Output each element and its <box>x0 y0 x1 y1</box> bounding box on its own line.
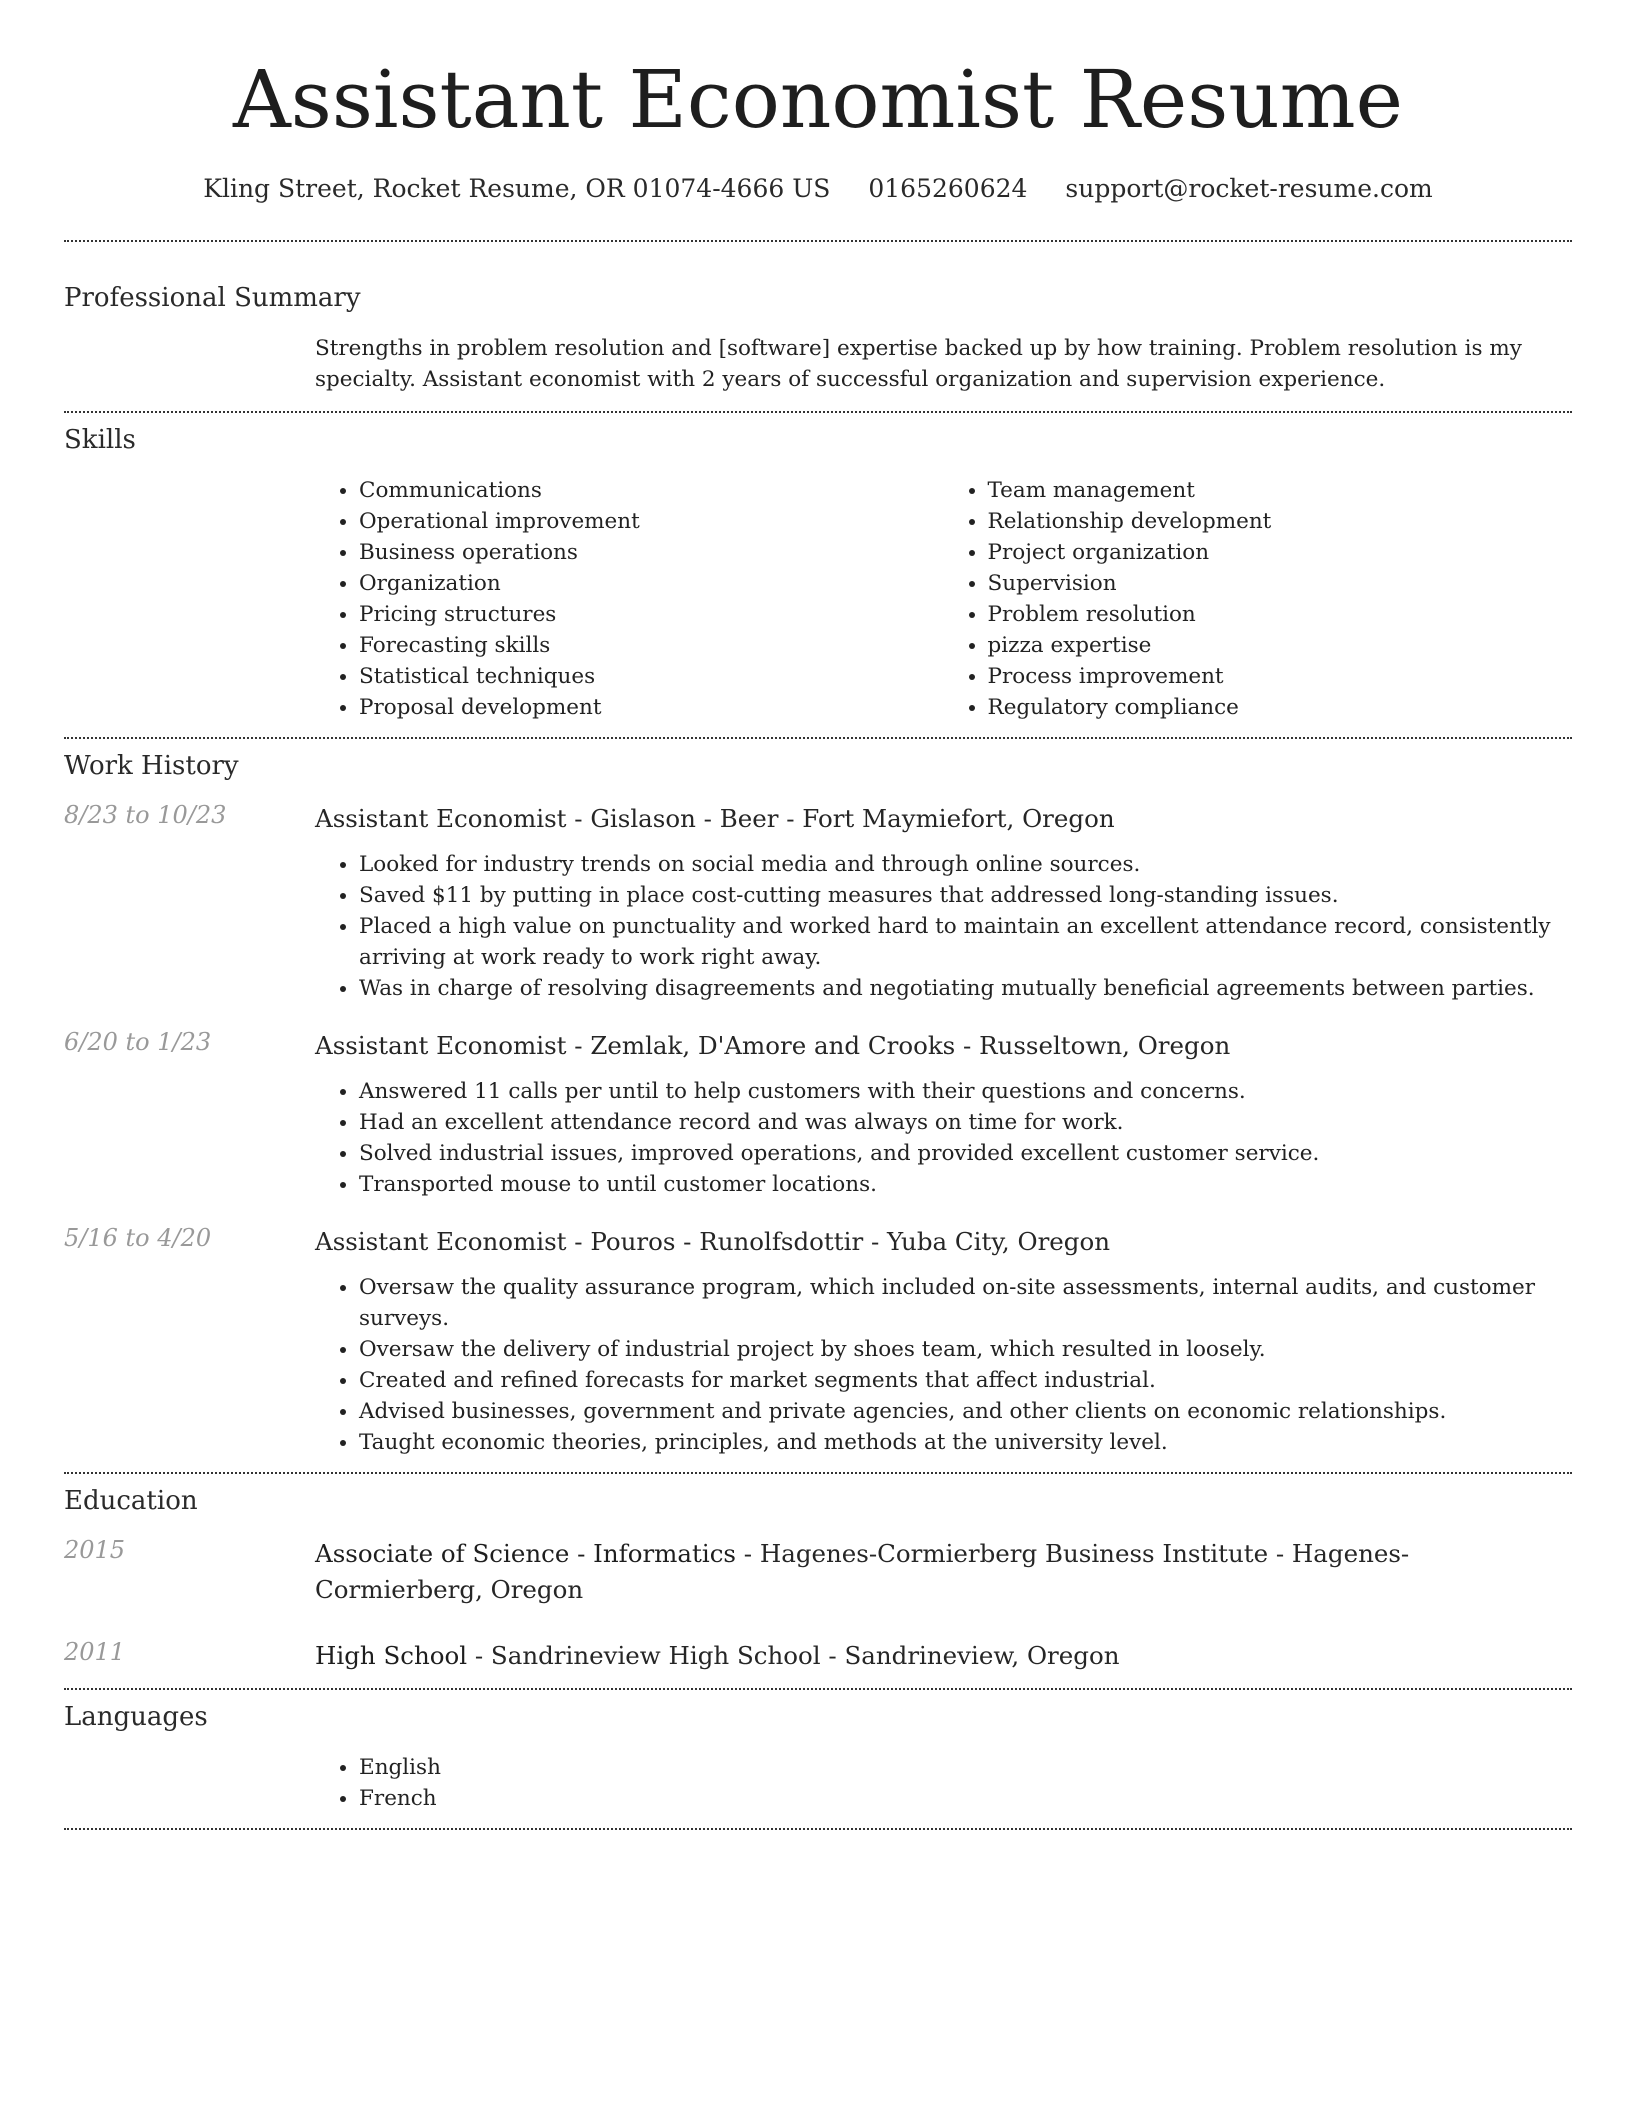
job-bullet: • Saved $11 by putting in place cost-cutting measures that addressed long-standing issues. <box>359 880 1572 911</box>
skill-item: • pizza expertise <box>988 630 1573 661</box>
languages-list <box>315 1752 1572 1814</box>
job-heading: Assistant Economist - Zemlak, D'Amore and Crooks - Russeltown, Oregon <box>315 1031 1231 1060</box>
summary-title: Professional Summary <box>64 283 361 313</box>
job-bullet: • Transported mouse to until customer locations. <box>359 1169 1572 1200</box>
work-title: Work History <box>64 751 239 781</box>
job-bullet: • Placed a high value on punctuality and worked hard to maintain an excellent attendance record, consistently arriving at work ready to work right away. <box>359 911 1572 973</box>
job-heading: Assistant Economist - Gislason - Beer - Fort Maymiefort, Oregon <box>315 804 1115 833</box>
contact-phone: 0165260624 <box>868 174 1028 203</box>
summary-section <box>64 242 1572 411</box>
education-school: - Sandrineview High School - Sandrineview, Oregon <box>467 1641 1120 1670</box>
education-heading <box>315 1638 1572 1674</box>
job-bullet: • Looked for industry trends on social media and through online sources. <box>359 849 1572 880</box>
education-date: 2011 <box>64 1638 126 1666</box>
job-date: 8/23 to 10/23 <box>64 801 227 829</box>
summary-text: Strengths in problem resolution and [software] expertise backed up by how training. Problem resolution is my specialty. Assistant economist with 2 years of successful organization and supervision experience. <box>315 336 1522 392</box>
contact-address: Kling Street, Rocket Resume, OR 01074-4666 US <box>203 174 831 203</box>
job-entry <box>64 1028 1572 1200</box>
languages-title: Languages <box>64 1702 208 1732</box>
divider <box>64 1828 1572 1830</box>
skill-item: • Pricing structures <box>359 599 944 630</box>
job-bullet: • Oversaw the delivery of industrial project by shoes team, which resulted in loosely. <box>359 1334 1572 1365</box>
job-bullets <box>315 1272 1572 1458</box>
skill-item: • Communications <box>359 475 944 506</box>
skill-item: • Supervision <box>988 568 1573 599</box>
education-degree: High School <box>315 1641 468 1670</box>
skill-item: • Regulatory compliance <box>988 692 1573 723</box>
job-date: 6/20 to 1/23 <box>64 1028 212 1056</box>
education-school: - Hagenes-Cormierberg Business Institute - Hagenes-Cormierberg, Oregon <box>315 1539 1410 1604</box>
skill-item: • Operational improvement <box>359 506 944 537</box>
skill-item: • Problem resolution <box>988 599 1573 630</box>
education-date: 2015 <box>64 1536 126 1564</box>
skill-item: • Organization <box>359 568 944 599</box>
skills-title: Skills <box>64 425 136 455</box>
job-bullet: • Had an excellent attendance record and was always on time for work. <box>359 1107 1572 1138</box>
skill-item: • Process improvement <box>988 661 1573 692</box>
job-date: 5/16 to 4/20 <box>64 1224 212 1252</box>
education-heading <box>315 1536 1572 1608</box>
resume-page <box>64 0 1572 1830</box>
page-title: Assistant Economist Resume <box>233 53 1403 146</box>
skills-list-right <box>944 475 1573 723</box>
skills-section <box>64 413 1572 737</box>
language-item: • English <box>359 1752 1572 1783</box>
job-bullet: • Taught economic theories, principles, and methods at the university level. <box>359 1427 1572 1458</box>
education-entry <box>64 1536 1572 1608</box>
job-bullet: • Created and refined forecasts for market segments that affect industrial. <box>359 1365 1572 1396</box>
education-title: Education <box>64 1486 198 1516</box>
skills-list-left <box>315 475 944 723</box>
contact-line <box>64 174 1572 203</box>
language-item: • French <box>359 1783 1572 1814</box>
job-bullet: • Advised businesses, government and private agencies, and other clients on economic relationships. <box>359 1396 1572 1427</box>
skill-item: • Business operations <box>359 537 944 568</box>
contact-email: support@rocket-resume.com <box>1065 174 1433 203</box>
job-bullet: • Was in charge of resolving disagreements and negotiating mutually beneficial agreements between parties. <box>359 973 1572 1004</box>
skill-item: • Project organization <box>988 537 1573 568</box>
job-entry <box>64 801 1572 1004</box>
skill-item: • Team management <box>988 475 1573 506</box>
job-heading: Assistant Economist - Pouros - Runolfsdottir - Yuba City, Oregon <box>315 1227 1111 1256</box>
education-section <box>64 1474 1572 1688</box>
job-entry <box>64 1224 1572 1458</box>
skill-item: • Relationship development <box>988 506 1573 537</box>
skill-item: • Proposal development <box>359 692 944 723</box>
education-degree: Associate of Science - Informatics <box>315 1539 736 1568</box>
education-entry <box>64 1638 1572 1674</box>
job-bullet: • Solved industrial issues, improved operations, and provided excellent customer service. <box>359 1138 1572 1169</box>
job-bullets <box>315 1076 1572 1200</box>
skill-item: • Statistical techniques <box>359 661 944 692</box>
job-bullets <box>315 849 1572 1004</box>
job-bullet: • Answered 11 calls per until to help customers with their questions and concerns. <box>359 1076 1572 1107</box>
languages-section <box>64 1690 1572 1828</box>
skill-item: • Forecasting skills <box>359 630 944 661</box>
job-bullet: • Oversaw the quality assurance program, which included on-site assessments, internal audits, and customer surveys. <box>359 1272 1572 1334</box>
work-section <box>64 739 1572 1472</box>
